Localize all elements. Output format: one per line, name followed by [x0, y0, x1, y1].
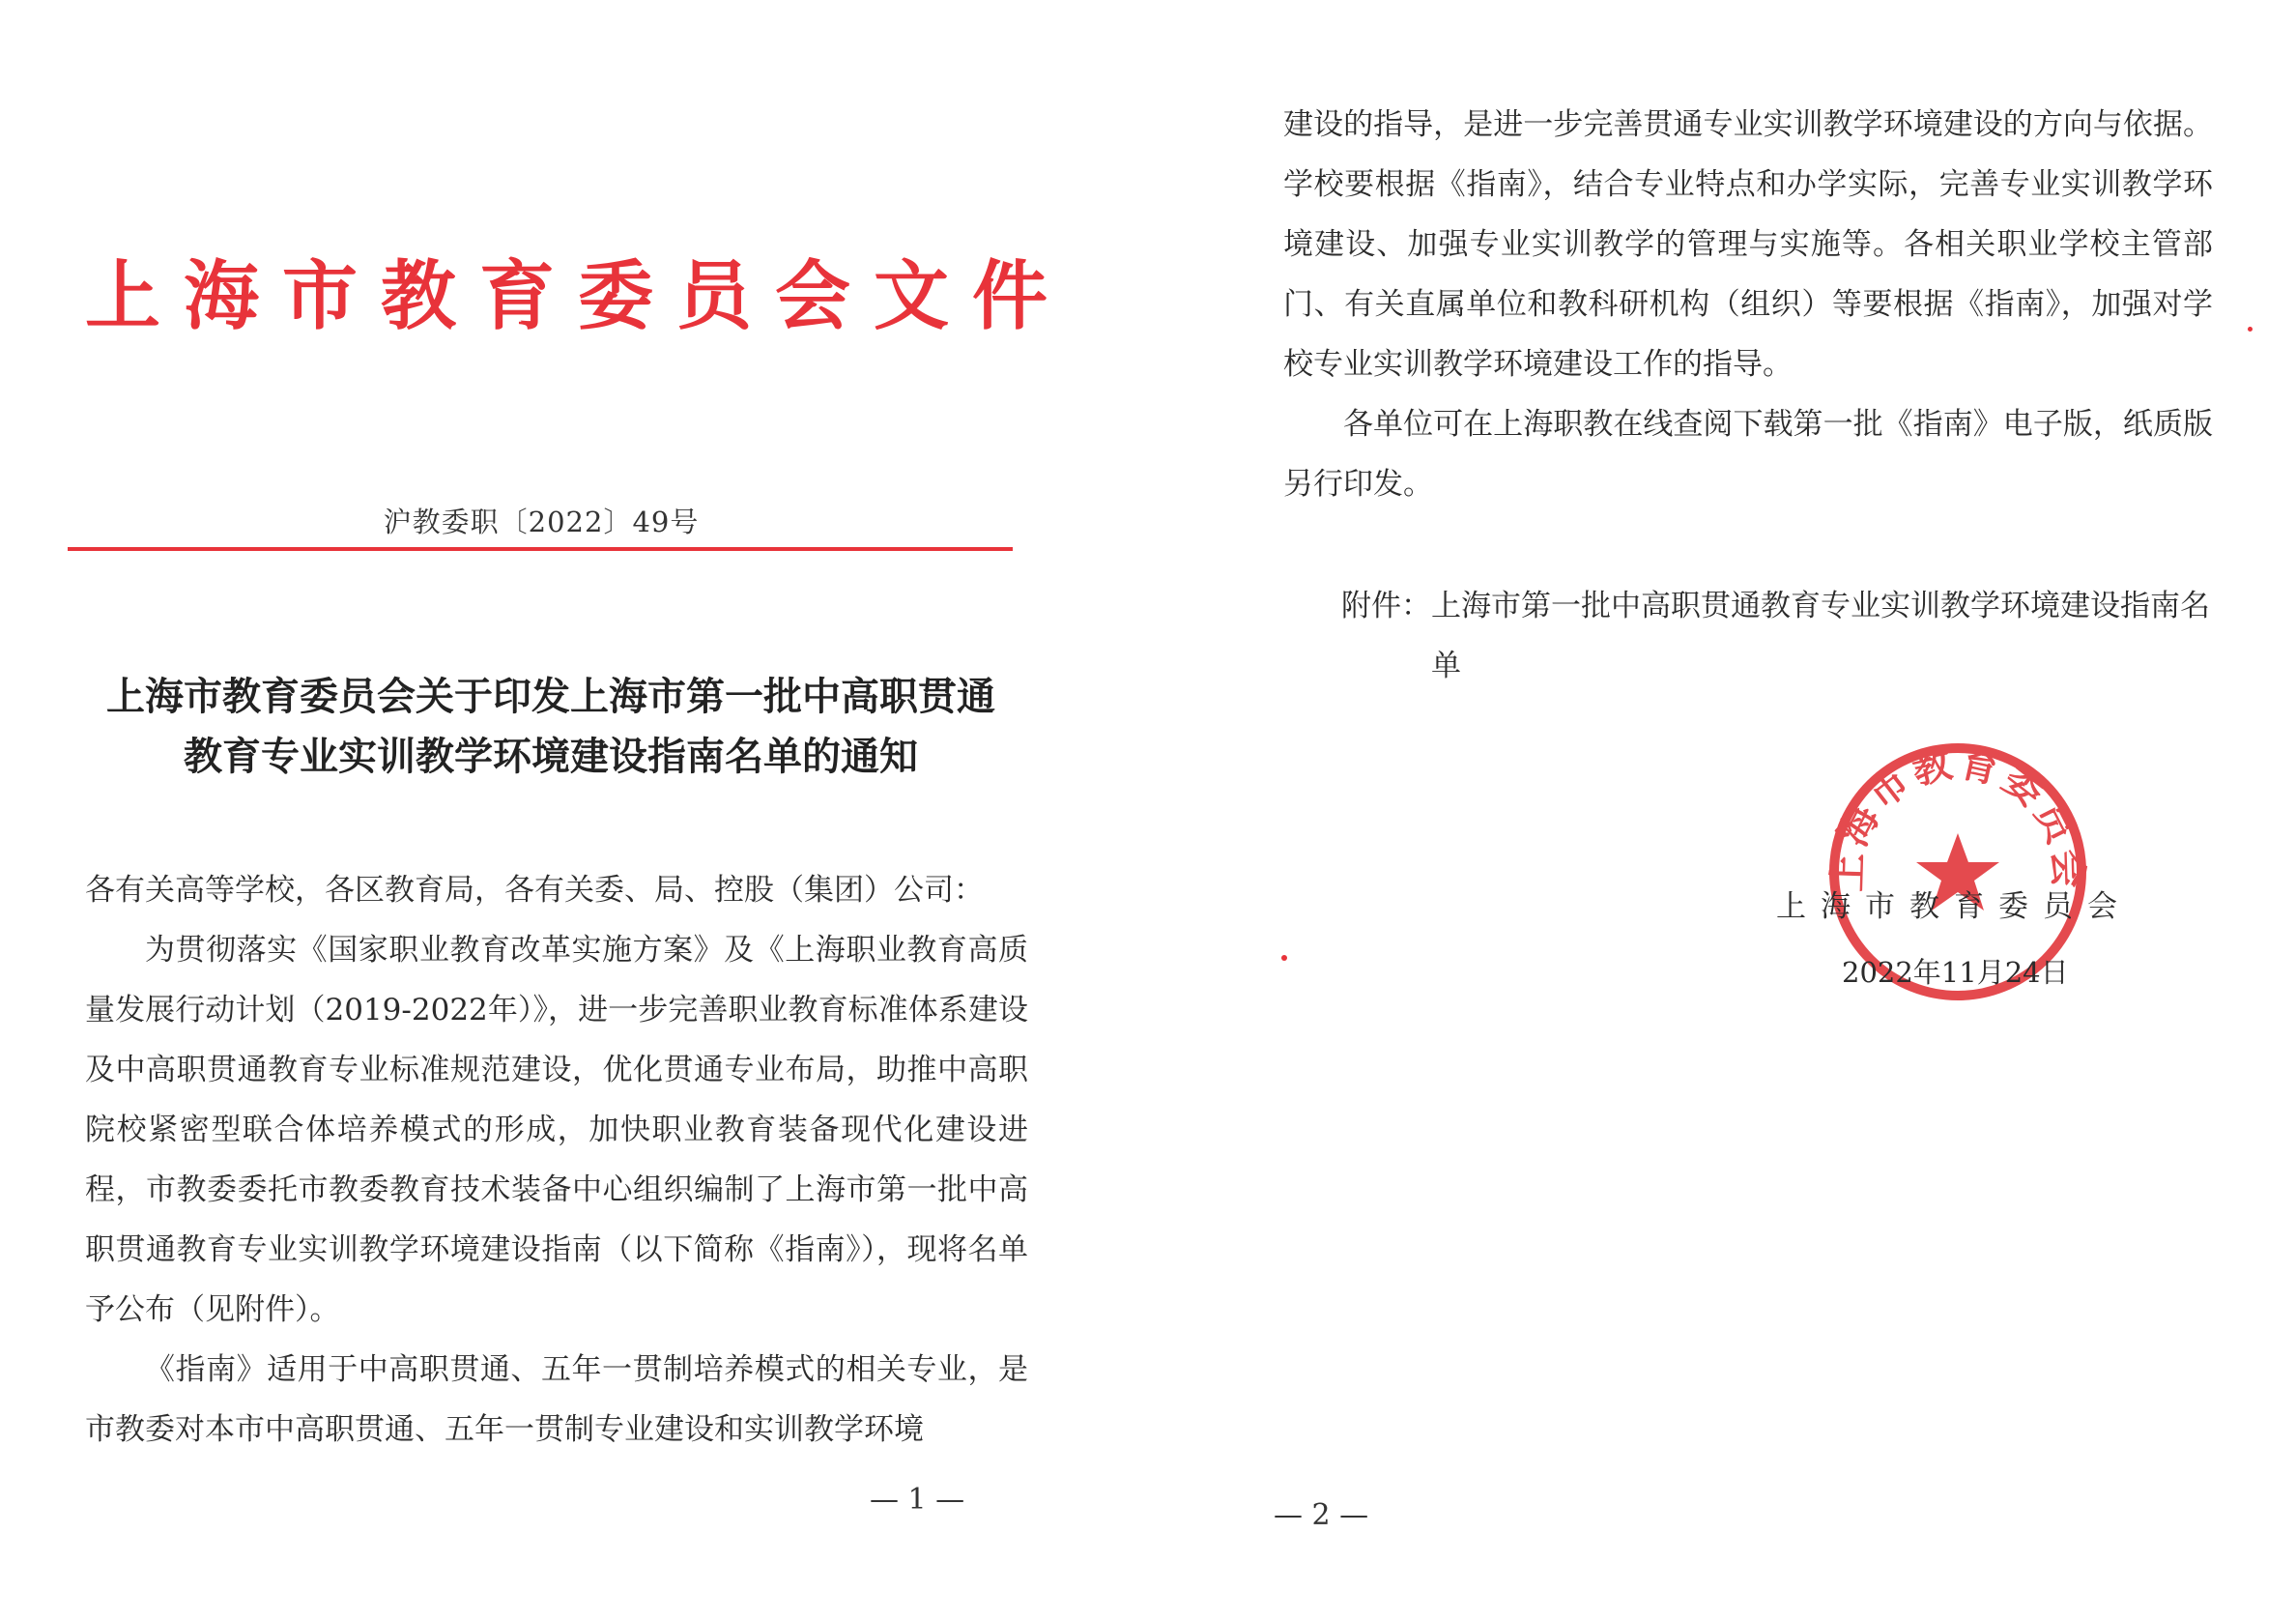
paragraph-1: 为贯彻落实《国家职业教育改革实施方案》及《上海职业教育高质量发展行动计划（2019-2022年）》，进一步完善职业教育标准体系建设及中高职贯通教育专业标准规范建设，优化贯通专业布局，助推中高职院校紧密型联合体培养模式的形成，加快职业教育装备现代化建设进程，市教委委托市教委教育技术装备中心组织编制了上海市第一批中高职贯通教育专业实训教学环境建设指南（以下简称《指南》），现将名单予公布（见附件）。 [85, 933, 1028, 1327]
body-text-left [85, 860, 1028, 1460]
paragraph-2-continued: 建设的指导，是进一步完善贯通专业实训教学环境建设的方向与依据。学校要根据《指南》，结合专业特点和办学实际，完善专业实训教学环境建设、加强专业实训教学的管理与实施等。各相关职业学校主管部门、有关直属单位和教科研机构（组织）等要根据《指南》，加强对学校专业实训教学环境建设工作的指导。 [1283, 107, 2213, 382]
attachment-text: 上海市第一批中高职贯通教育专业实训教学环境建设指南名单 [1431, 589, 2210, 683]
issue-date: 2022年11月24日 [1842, 956, 2069, 989]
page-number-2: — 2 — [1274, 1498, 1369, 1532]
attachment-note [1341, 576, 2211, 696]
seal-text: 上海市教育委员会 [1825, 740, 2090, 893]
scan-speck [2248, 327, 2253, 332]
body-text-right [1283, 95, 2213, 514]
issuer-name: 上海市教育委员会 [1776, 889, 2132, 924]
page-2 [1148, 0, 2296, 1620]
paragraph-3: 各单位可在上海职教在线查阅下载第一批《指南》电子版，纸质版另行印发。 [1283, 407, 2213, 502]
document-number: 沪教委职〔2022〕49号 [383, 506, 700, 538]
document-header: 上海市教育委员会文件 [85, 252, 1072, 340]
title-line-2: 教育专业实训教学环境建设指南名单的通知 [184, 735, 918, 779]
scan-speck [1281, 955, 1287, 961]
title-line-1: 上海市教育委员会关于印发上海市第一批中高职贯通 [106, 675, 995, 719]
paragraph-2-start: 《指南》适用于中高职贯通、五年一贯制培养模式的相关专业，是市教委对本市中高职贯通、五年一贯制专业建设和实训教学环境 [85, 1352, 1028, 1447]
attachment-label: 附件： [1341, 589, 1431, 623]
page-number-1: — 1 — [870, 1483, 965, 1517]
document-title [68, 667, 1034, 787]
red-divider [68, 547, 1013, 551]
salutation: 各有关高等学校，各区教育局，各有关委、局、控股（集团）公司： [85, 873, 984, 908]
